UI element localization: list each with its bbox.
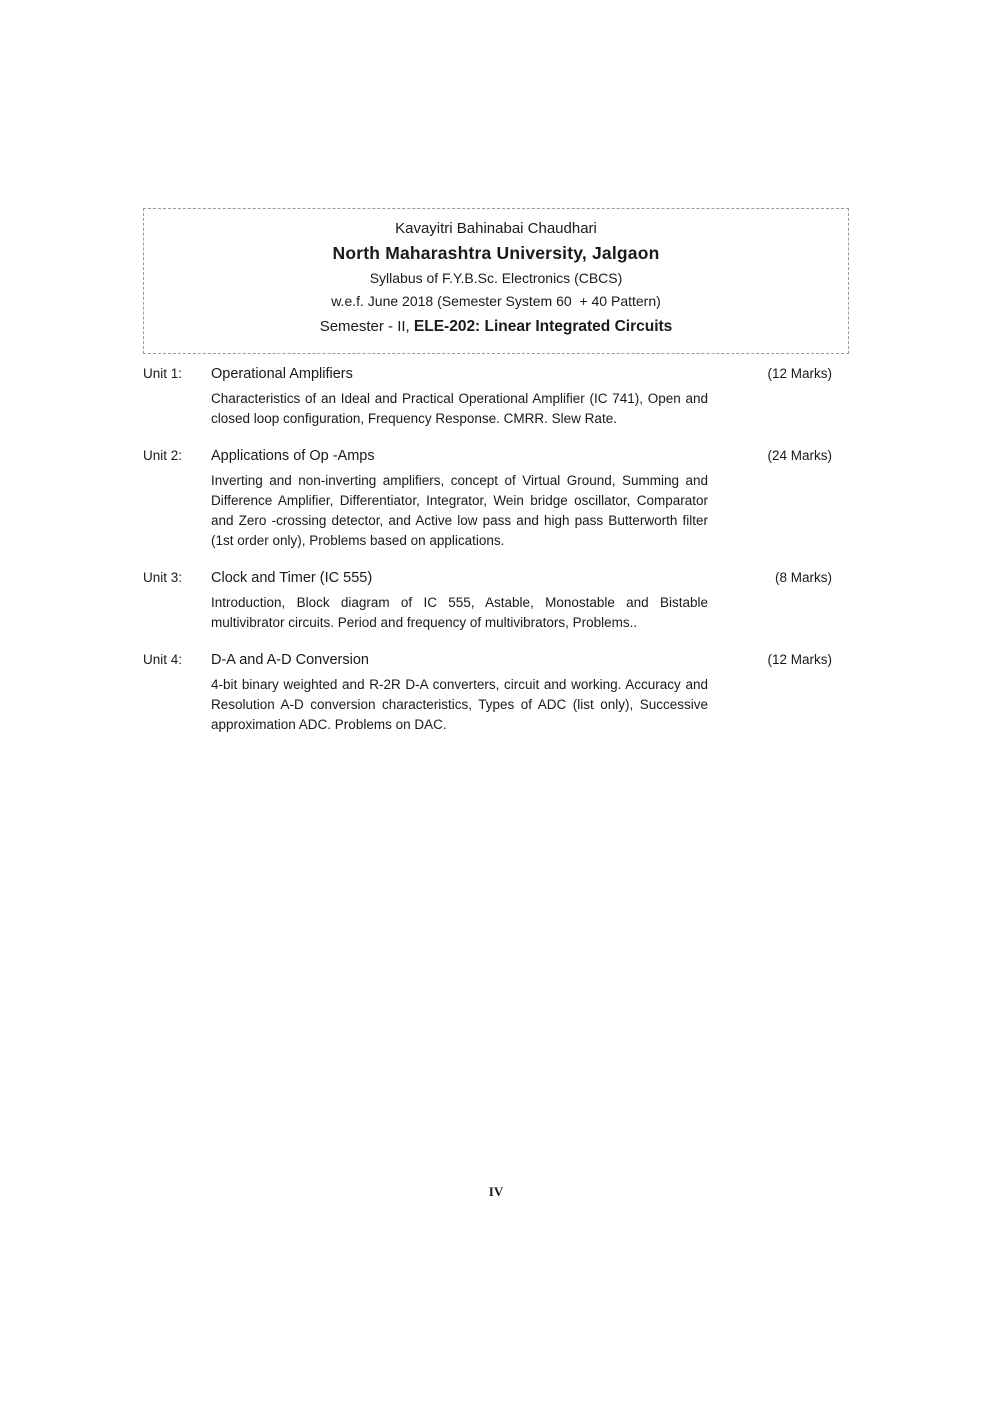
course-title-line [156, 314, 836, 340]
institution-name: Kavayitri Bahinabai Chaudhari [395, 220, 597, 237]
course-code-title: ELE-202: Linear Integrated Circuits [413, 318, 673, 335]
unit-title: Clock and Timer (IC 555) [211, 570, 373, 586]
unit-heading [143, 446, 832, 466]
unit-description: 4-bit binary weighted and R-2R D-A converters, circuit and working. Accuracy and Resolution A-D conversion characteristics, Types of ADC (list only), Successive approximation ADC. Problems on DAC. [211, 677, 708, 732]
page-number: IV [488, 1184, 504, 1199]
unit-heading [143, 650, 832, 670]
university-name: North Maharashtra University, Jalgaon [332, 243, 660, 263]
unit-title: D-A and A-D Conversion [211, 652, 369, 668]
unit-title: Operational Amplifiers [211, 366, 353, 382]
semester-label: Semester - II, [319, 318, 414, 335]
unit-label: Unit 1: [143, 366, 183, 381]
unit-label: Unit 4: [143, 652, 183, 667]
syllabus-subtitle: Syllabus of F.Y.B.Sc. Electronics (CBCS) [369, 270, 623, 286]
unit-label: Unit 2: [143, 448, 183, 463]
unit-section-3 [143, 568, 832, 633]
header-box [143, 208, 849, 354]
unit-marks: (12 Marks) [767, 652, 832, 667]
unit-section-1 [143, 364, 832, 429]
unit-heading [143, 364, 832, 384]
unit-description: Inverting and non-inverting amplifiers, concept of Virtual Ground, Summing and Difference Amplifier, Differentiator, Integrator, Wein bridge oscillator, Comparator and Zero -crossing detector, and Active low pass and high pass Butterworth filter (1st order only), Problems based on applications. [211, 473, 708, 548]
unit-description: Introduction, Block diagram of IC 555, Astable, Monostable and Bistable multivibrator circuits. Period and frequency of multivibrators, Problems.. [211, 595, 708, 630]
effective-date-line: w.e.f. June 2018 (Semester System 60 + 40 Pattern) [331, 293, 661, 309]
unit-marks: (12 Marks) [767, 366, 832, 381]
unit-description: Characteristics of an Ideal and Practical Operational Amplifier (IC 741), Open and closed loop configuration, Frequency Response. CMRR. Slew Rate. [211, 391, 708, 426]
unit-title: Applications of Op -Amps [211, 448, 375, 464]
unit-heading [143, 568, 832, 588]
unit-marks: (24 Marks) [767, 448, 832, 463]
unit-marks: (8 Marks) [775, 570, 832, 585]
unit-label: Unit 3: [143, 570, 183, 585]
unit-section-4 [143, 650, 832, 735]
units-list [143, 364, 832, 752]
unit-section-2 [143, 446, 832, 551]
